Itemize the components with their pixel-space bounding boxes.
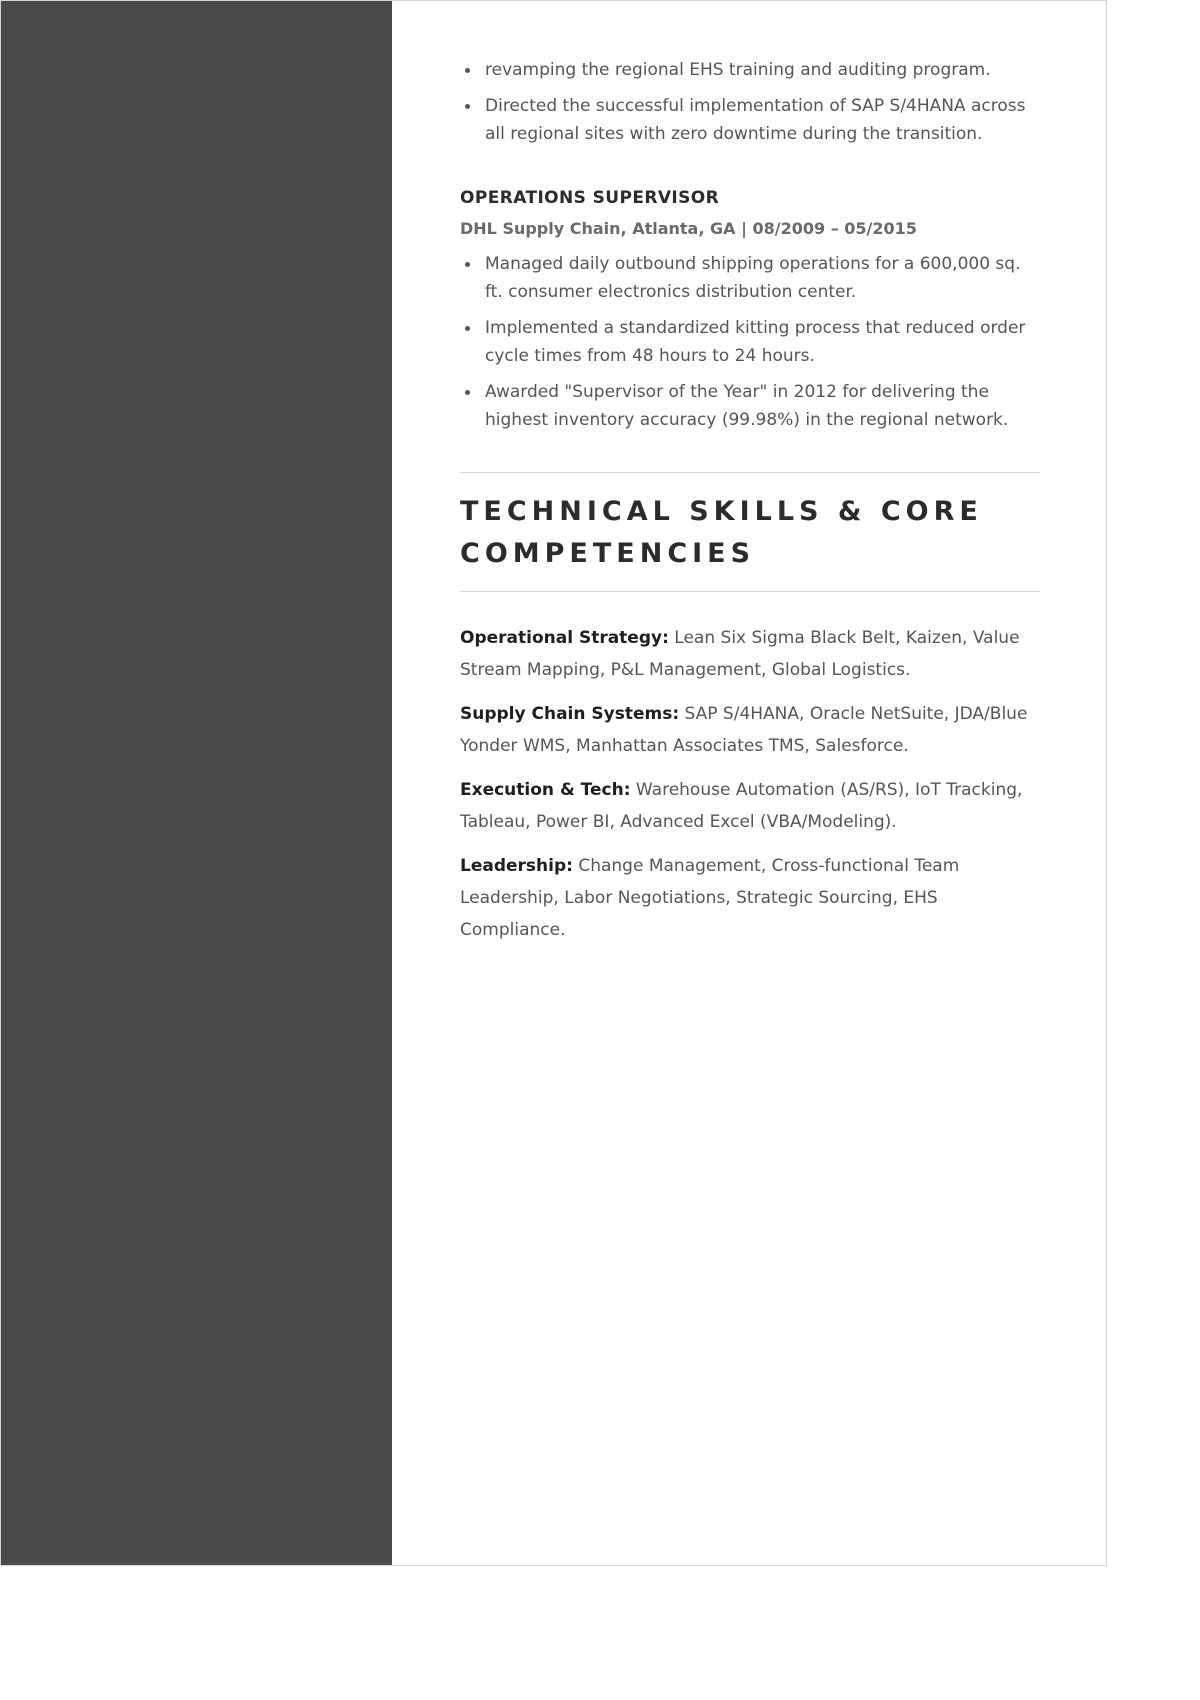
skill-label: Operational Strategy:: [460, 628, 669, 648]
skill-label: Supply Chain Systems:: [460, 704, 680, 724]
list-item: Awarded "Supervisor of the Year" in 2012 for delivering the highest inventory accuracy (99.98%) in the regional network.: [460, 378, 1040, 434]
skill-item: [460, 698, 1040, 762]
section-divider-bottom: [460, 591, 1040, 592]
skills-list: [460, 622, 1040, 946]
skill-label: Leadership:: [460, 856, 573, 876]
section-divider-top: [460, 472, 1040, 473]
skill-item: [460, 774, 1040, 838]
main-content: [460, 56, 1040, 958]
list-item: Implemented a standardized kitting process that reduced order cycle times from 48 hours to 24 hours.: [460, 314, 1040, 370]
skill-item: [460, 622, 1040, 686]
job-title: OPERATIONS SUPERVISOR: [460, 188, 720, 208]
job-bullets: [460, 250, 1040, 434]
skill-text: SAP S/4HANA, Oracle NetSuite, JDA/Blue Yonder WMS, Manhattan Associates TMS, Salesforce.: [460, 704, 1028, 756]
skill-text: Lean Six Sigma Black Belt, Kaizen, Value Stream Mapping, P&L Management, Global Logistics.: [460, 628, 1020, 680]
section-title: TECHNICAL SKILLS & CORE COMPETENCIES: [460, 496, 983, 569]
skill-item: [460, 850, 1040, 946]
previous-job-bullets: [460, 56, 1040, 148]
sidebar-panel: [1, 1, 392, 1565]
list-item: Managed daily outbound shipping operations for a 600,000 sq. ft. consumer electronics distribution center.: [460, 250, 1040, 306]
job-meta: DHL Supply Chain, Atlanta, GA | 08/2009 – 05/2015: [460, 219, 917, 238]
list-item: Directed the successful implementation of SAP S/4HANA across all regional sites with zero downtime during the transition.: [460, 92, 1040, 148]
skill-label: Execution & Tech:: [460, 780, 631, 800]
list-item: revamping the regional EHS training and auditing program.: [460, 56, 1040, 84]
skill-text: Warehouse Automation (AS/RS), IoT Tracking, Tableau, Power BI, Advanced Excel (VBA/Modeling).: [460, 780, 1023, 832]
skill-text: Change Management, Cross-functional Team Leadership, Labor Negotiations, Strategic Sourcing, EHS Compliance.: [460, 856, 960, 940]
